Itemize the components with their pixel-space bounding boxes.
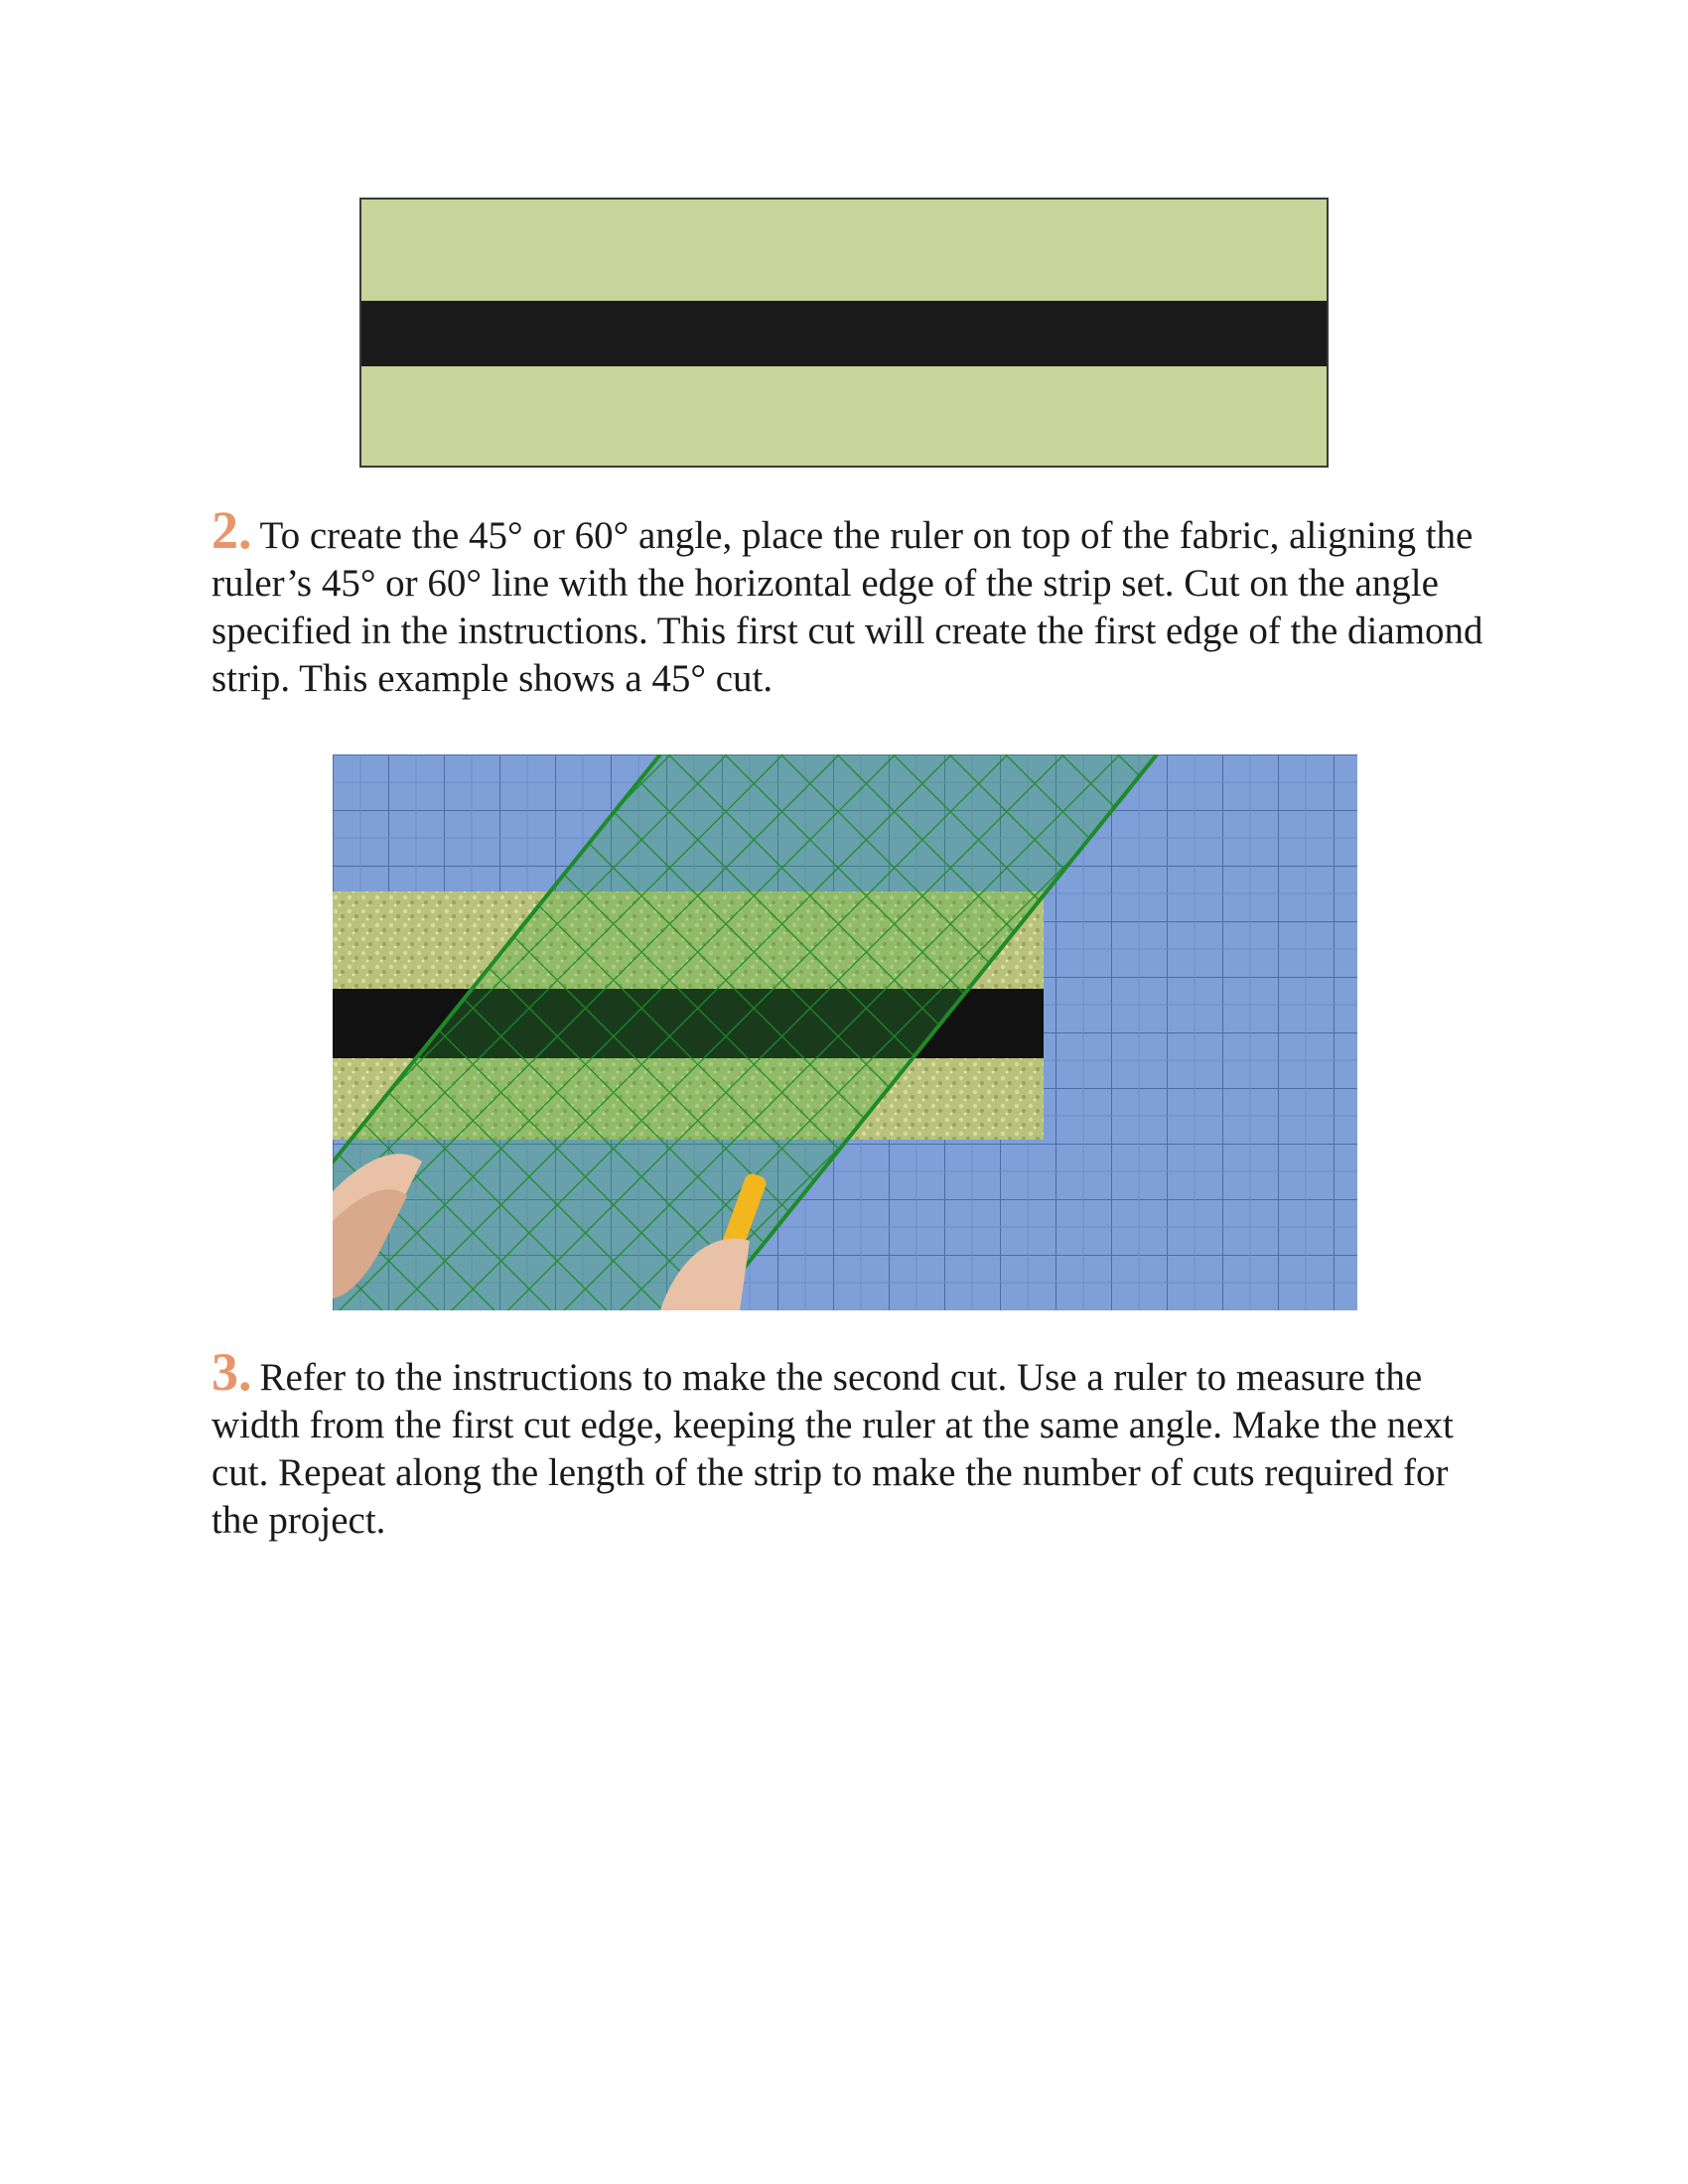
cutting-photo: [333, 754, 1357, 1310]
step-2-instruction: [211, 500, 1492, 703]
step-3-text: Refer to the instructions to make the second cut. Use a ruler to measure the width from the first cut edge, keeping the ruler at the same angle. Make the next cut. Repeat along the length of the strip to make the number of cuts required for the project.: [211, 1356, 1454, 1542]
strip-set-diagram: [359, 198, 1329, 468]
step-3-number: 3.: [211, 1342, 252, 1402]
dark-strip-band: [361, 301, 1327, 366]
step-3-instruction: [211, 1342, 1492, 1545]
cutting-photo-illustration: [333, 754, 1357, 1310]
step-2-number: 2.: [211, 500, 252, 560]
step-2-text: To create the 45° or 60° angle, place the ruler on top of the fabric, aligning the ruler’s 45° or 60° line with the horizontal edge of the strip set. Cut on the angle specified in the instructions. This first cut will create the first edge of the diamond strip. This example shows a 45° cut.: [211, 514, 1483, 700]
